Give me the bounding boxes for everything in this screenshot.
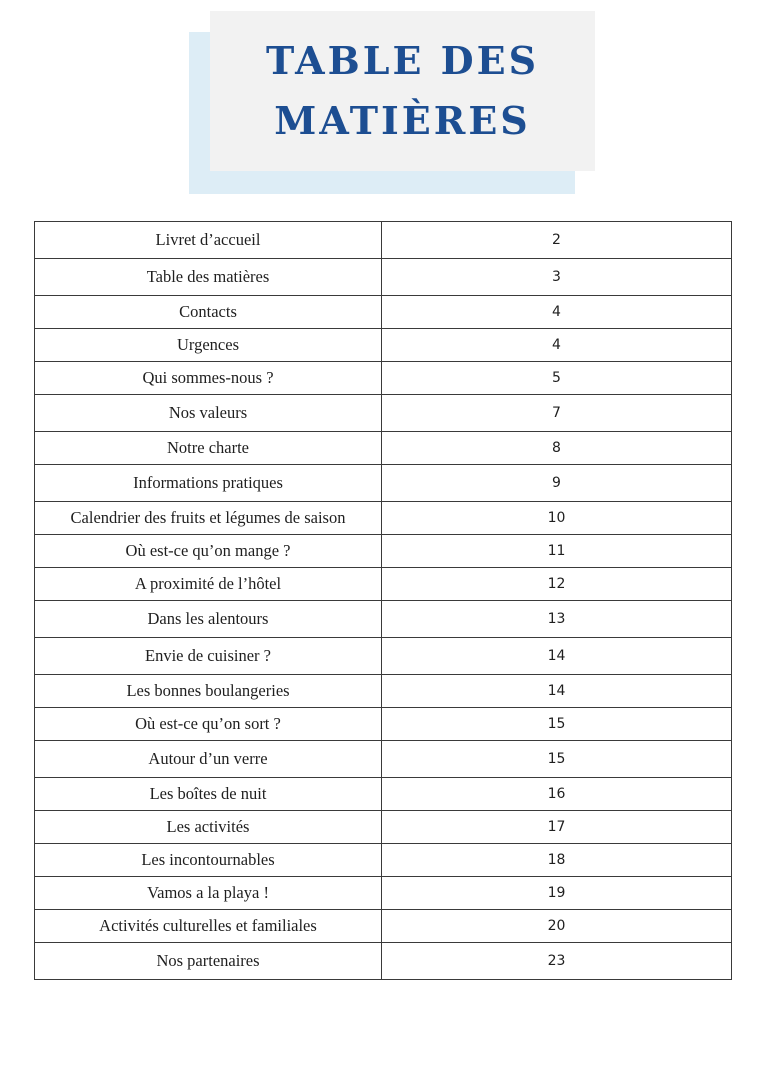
toc-entry-title: Activités culturelles et familiales [35,910,382,943]
toc-entry-title: Les activités [35,811,382,844]
toc-row [35,943,732,980]
toc-row [35,601,732,638]
toc-entry-title: Envie de cuisiner ? [35,638,382,675]
toc-entry-page: 15 [382,708,732,741]
table-of-contents [34,221,732,980]
toc-entry-page: 4 [382,329,732,362]
toc-entry-title: Les incontournables [35,844,382,877]
toc-entry-page: 20 [382,910,732,943]
toc-entry-page: 23 [382,943,732,980]
page-title-line-1: TABLE DES [265,38,540,83]
toc-entry-title: Urgences [35,329,382,362]
toc-entry-page: 9 [382,465,732,502]
toc-entry-title: Calendrier des fruits et légumes de saison [35,502,382,535]
page-title-line-2: MATIÈRES [274,98,531,143]
toc-row [35,362,732,395]
toc-row [35,811,732,844]
toc-entry-title: A proximité de l’hôtel [35,568,382,601]
toc-row [35,675,732,708]
toc-entry-page: 10 [382,502,732,535]
toc-row [35,568,732,601]
toc-row [35,222,732,259]
toc-row [35,638,732,675]
toc-row [35,296,732,329]
toc-entry-page: 19 [382,877,732,910]
toc-entry-page: 2 [382,222,732,259]
toc-entry-page: 8 [382,432,732,465]
toc-entry-page: 14 [382,675,732,708]
toc-row [35,741,732,778]
toc-entry-title: Qui sommes-nous ? [35,362,382,395]
toc-entry-page: 3 [382,259,732,296]
toc-entry-page: 15 [382,741,732,778]
page-title [210,11,595,171]
toc-row [35,708,732,741]
toc-body [35,222,732,980]
toc-entry-page: 11 [382,535,732,568]
toc-entry-page: 18 [382,844,732,877]
toc-row [35,432,732,465]
toc-row [35,778,732,811]
toc-entry-title: Les boîtes de nuit [35,778,382,811]
toc-entry-title: Informations pratiques [35,465,382,502]
toc-entry-title: Où est-ce qu’on mange ? [35,535,382,568]
toc-entry-title: Notre charte [35,432,382,465]
toc-row [35,877,732,910]
toc-entry-page: 12 [382,568,732,601]
toc-row [35,329,732,362]
toc-entry-page: 4 [382,296,732,329]
toc-entry-title: Table des matières [35,259,382,296]
toc-entry-page: 14 [382,638,732,675]
toc-entry-title: Contacts [35,296,382,329]
toc-entry-title: Dans les alentours [35,601,382,638]
toc-entry-page: 13 [382,601,732,638]
toc-entry-title: Vamos a la playa ! [35,877,382,910]
toc-row [35,502,732,535]
toc-entry-title: Livret d’accueil [35,222,382,259]
toc-entry-page: 16 [382,778,732,811]
toc-entry-title: Où est-ce qu’on sort ? [35,708,382,741]
toc-entry-title: Autour d’un verre [35,741,382,778]
toc-row [35,395,732,432]
toc-entry-title: Nos valeurs [35,395,382,432]
toc-entry-page: 7 [382,395,732,432]
toc-row [35,259,732,296]
toc-row [35,535,732,568]
toc-entry-page: 5 [382,362,732,395]
toc-row [35,910,732,943]
toc-row [35,844,732,877]
toc-entry-page: 17 [382,811,732,844]
toc-row [35,465,732,502]
toc-entry-title: Nos partenaires [35,943,382,980]
toc-entry-title: Les bonnes boulangeries [35,675,382,708]
